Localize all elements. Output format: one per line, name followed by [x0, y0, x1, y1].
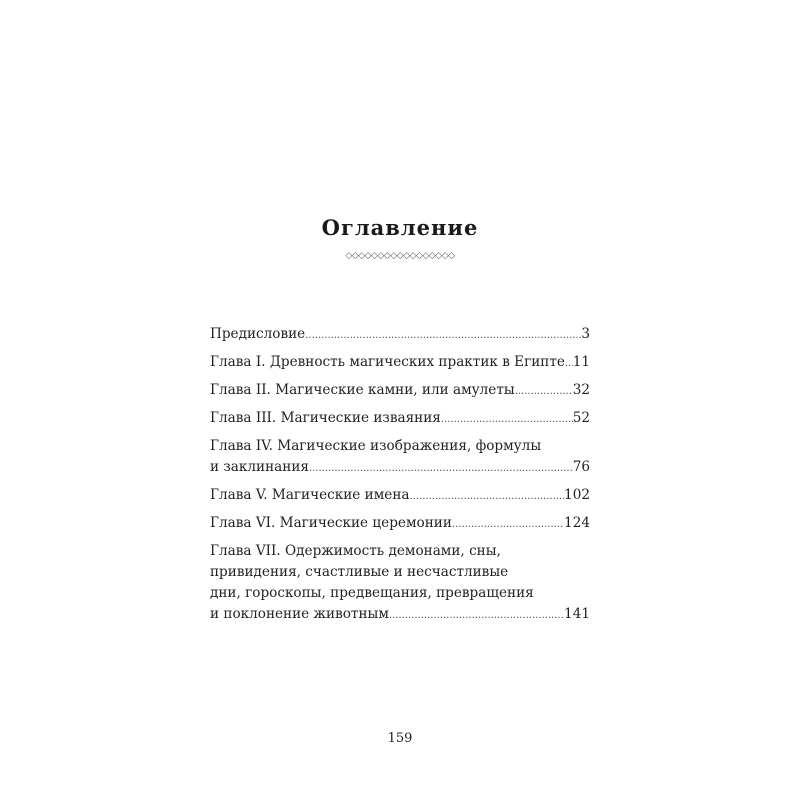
toc-entry-last-line [210, 513, 590, 534]
dot-leader [452, 513, 564, 534]
toc-entry[interactable] [210, 513, 590, 534]
dot-leader [305, 324, 581, 345]
toc-entry-title-line: Глава IV. Магические изображения, формулы [210, 438, 542, 454]
toc-entry-page: 102 [564, 487, 590, 503]
toc-entry-page: 124 [564, 515, 590, 531]
toc-entry-last-line [210, 352, 590, 373]
toc-entry[interactable] [210, 408, 590, 429]
toc-entry-title-line: дни, гороскопы, предвещания, превращения [210, 585, 534, 601]
toc-entry[interactable] [210, 380, 590, 401]
dot-leader [410, 485, 565, 506]
toc-entry-page: 76 [572, 459, 590, 475]
dot-leader [515, 380, 573, 401]
toc-entry[interactable] [210, 541, 590, 625]
toc-entry-title: Глава II. Магические камни, или амулеты [210, 382, 515, 398]
toc-entry[interactable] [210, 324, 590, 345]
toc-entry-title: Глава III. Магические изваяния [210, 410, 441, 426]
toc-entry[interactable] [210, 485, 590, 506]
toc-entry-last-line [210, 324, 590, 345]
toc-entry-page: 141 [564, 606, 590, 622]
toc-entry[interactable] [210, 436, 590, 478]
toc-entry-title: Глава V. Магические имена [210, 487, 410, 503]
toc-entry-page: 11 [572, 354, 590, 370]
dot-leader [441, 408, 573, 429]
toc-entry-title: Глава I. Древность магических практик в Египте [210, 354, 565, 370]
toc-entry[interactable] [210, 352, 590, 373]
toc-entry-page: 52 [572, 410, 590, 426]
dot-leader [565, 352, 573, 373]
page-title: Оглавление [321, 215, 479, 240]
toc-entry-title: Глава VI. Магические церемонии [210, 515, 452, 531]
toc-entry-title-line: привидения, счастливые и несчастливые [210, 564, 509, 580]
toc-entry-last-line [210, 457, 590, 478]
toc-entry-last-line [210, 408, 590, 429]
toc-entry-title-line: Глава VII. Одержимость демонами, сны, [210, 543, 501, 559]
toc-entry-title: и поклонение животным [210, 606, 389, 622]
page-number: 159 [387, 731, 413, 746]
toc-entry-title: Предисловие [210, 326, 306, 342]
toc-entry-last-line [210, 380, 590, 401]
dot-leader [309, 457, 573, 478]
toc-entry-page: 3 [581, 326, 590, 342]
toc-entry-title: и заклинания [210, 459, 309, 475]
table-of-contents [210, 324, 590, 632]
dot-leader [389, 604, 564, 625]
toc-entry-last-line [210, 485, 590, 506]
toc-entry-page: 32 [572, 382, 590, 398]
toc-entry-last-line [210, 604, 590, 625]
diamond-ornament-divider: ◇◇◇◇◇◇◇◇◇◇◇◇◇◇◇◇◇ [345, 251, 455, 261]
